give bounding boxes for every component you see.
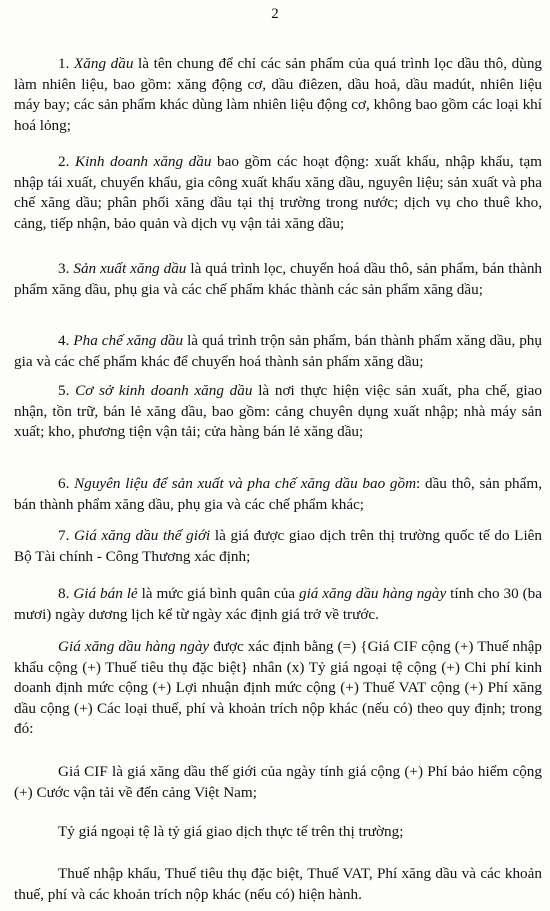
paragraph-8: 8. Giá bán lẻ là mức giá bình quân của giá xăng dầu hàng ngày tính cho 30 (ba mươi) ngày dương lịch kể từ ngày xác định giá trở về trước. bbox=[14, 585, 543, 623]
paragraph-4: 4. Pha chế xăng dầu là quá trình trộn sản phẩm, bán thành phẩm xăng dầu, phụ gia và các chế phẩm khác để chuyển hoá thành sản phẩm xăng dầu; bbox=[14, 332, 542, 370]
paragraph-6: 6. Nguyên liệu để sản xuất và pha chế xăng dầu bao gồm: dầu thô, sản phẩm, bán thành phẩm xăng dầu, phụ gia và các chế phẩm khác; bbox=[14, 475, 543, 513]
paragraph-formula: Giá xăng dầu hàng ngày được xác định bằng (=) {Giá CIF cộng (+) Thuế nhập khẩu cộng (+) Thuế tiêu thụ đặc biệt} nhân (x) Tỷ giá ngoại tệ cộng (+) Chi phí kinh doanh định mức cộng (+) Lợi nhuận định mức cộng (+) Thuế VAT cộng (+) Phí xăng dầu cộng (+) Các loại thuế, phí và khoản trích nộp khác (nếu có) theo quy định; trong đó: bbox=[14, 638, 542, 737]
paragraph-1: 1. Xăng dầu là tên chung để chỉ các sản phẩm của quá trình lọc dầu thô, dùng làm nhiên liệu, bao gồm: xăng động cơ, dầu điêzen, dầu hoả, dầu madút, nhiên liệu máy bay; các sản phẩm khác dùng làm nhiên liệu động cơ, không bao gồm các loại khí hoá lỏng; bbox=[14, 55, 543, 134]
paragraph-7: 7. Giá xăng dầu thế giới là giá được giao dịch trên thị trường quốc tế do Liên Bộ Tài chính - Công Thương xác định; bbox=[14, 527, 542, 565]
page-number: 2 bbox=[271, 6, 279, 22]
paragraph-2: 2. Kinh doanh xăng dầu bao gồm các hoạt động: xuất khẩu, nhập khẩu, tạm nhập tái xuất, chuyển khẩu, gia công xuất khẩu xăng dầu, nguyên liệu; sản xuất và pha chế xăng dầu; phân phối xăng dầu tại thị trường trong nước; dịch vụ cho thuê kho, cảng, tiếp nhận, bảo quản và dịch vụ vận tải xăng dầu; bbox=[14, 153, 542, 232]
term: Xăng dầu bbox=[74, 55, 134, 72]
term: Cơ sở kinh doanh xăng dầu bbox=[75, 382, 253, 399]
term: Pha chế xăng dầu bbox=[73, 332, 184, 349]
term: Giá xăng dầu hàng ngày bbox=[58, 638, 210, 655]
paragraph-exchange-rate: Tỷ giá ngoại tệ là tỷ giá giao dịch thực tế trên thị trường; bbox=[58, 823, 404, 840]
term: Giá xăng dầu thế giới bbox=[74, 527, 211, 544]
paragraph-5: 5. Cơ sở kinh doanh xăng dầu là nơi thực hiện việc sản xuất, pha chế, giao nhận, tồn trữ, bán lẻ xăng dầu, bao gồm: cảng chuyên dụng xuất nhập; nhà máy sản xuất; kho, phương tiện vận tải; cửa hàng bán lẻ xăng dầu; bbox=[14, 382, 542, 440]
term: Giá bán lẻ bbox=[73, 585, 138, 602]
paragraph-cif: Giá CIF là giá xăng dầu thế giới của ngày tính giá cộng (+) Phí bảo hiểm cộng (+) Cước vận tải về đến cảng Việt Nam; bbox=[14, 763, 542, 801]
paragraph-taxes: Thuế nhập khẩu, Thuế tiêu thụ đặc biệt, Thuế VAT, Phí xăng dầu và các khoản thuế, phí và các khoản trích nộp khác (nếu có) hiện hành. bbox=[14, 865, 542, 903]
term: giá xăng dầu hàng ngày bbox=[298, 585, 447, 602]
term: Kinh doanh xăng dầu bbox=[74, 153, 212, 170]
term: Sản xuất xăng dầu bbox=[73, 260, 187, 277]
paragraph-3: 3. Sản xuất xăng dầu là quá trình lọc, chuyển hoá dầu thô, sản phẩm, bán thành phẩm xăng dầu, phụ gia và các chế phẩm khác thành các sản phẩm xăng dầu; bbox=[14, 260, 543, 298]
term: Nguyên liệu để sản xuất và pha chế xăng dầu bao gồm bbox=[74, 475, 417, 492]
